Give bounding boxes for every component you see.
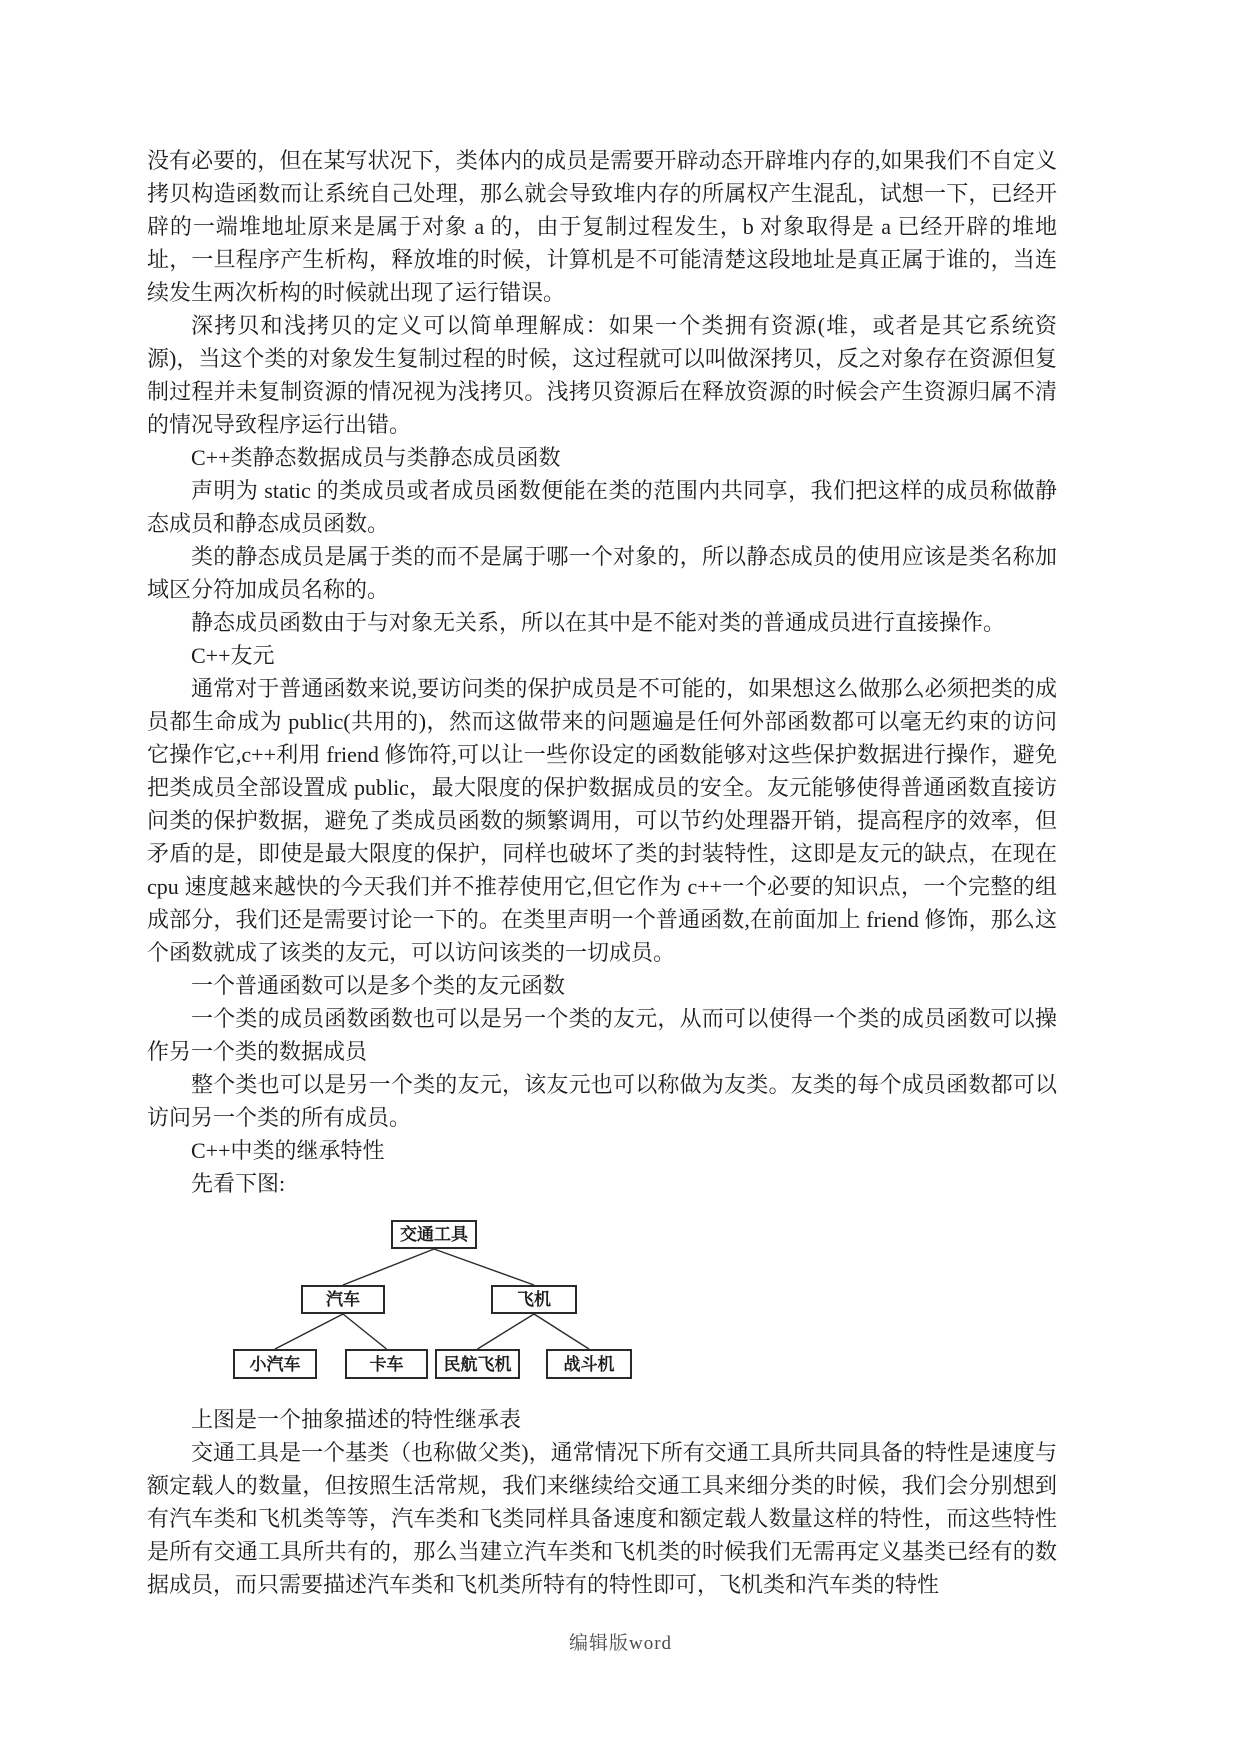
paragraph: 交通工具是一个基类（也称做父类)，通常情况下所有交通工具所共同具备的特性是速度与额定载人的数量，但按照生活常规，我们来继续给交通工具来细分类的时候，我们会分别想到有汽车类和飞机类等等，汽车类和飞类同样具备速度和额定载人数量这样的特性，而这些特性是所有交通工具所共有的，那么当建立汽车类和飞机类的时候我们无需再定义基类已经有的数据成员，而只需要描述汽车类和飞机类所特有的特性即可，飞机类和汽车类的特性 (147, 1440, 1057, 1597)
diagram-node-root: 交通工具 (391, 1220, 477, 1249)
paragraph: C++类静态数据成员与类静态成员函数 (191, 445, 561, 470)
paragraph: 先看下图: (191, 1171, 286, 1196)
diagram-node-plane: 飞机 (491, 1285, 577, 1314)
paragraph: 深拷贝和浅拷贝的定义可以简单理解成：如果一个类拥有资源(堆，或者是其它系统资源)，当这个类的对象发生复制过程的时候，这过程就可以叫做深拷贝，反之对象存在资源但复制过程并未复制资源的情况视为浅拷贝。浅拷贝资源后在释放资源的时候会产生资源归属不清的情况导致程序运行出错。 (147, 313, 1057, 437)
diagram-node-civil: 民航飞机 (435, 1349, 520, 1379)
paragraph: 通常对于普通函数来说,要访问类的保护成员是不可能的，如果想这么做那么必须把类的成员都生命成为 public(共用的)，然而这做带来的问题遍是任何外部函数都可以毫无约束的访问它操作它,c++利用 friend 修饰符,可以让一些你设定的函数能够对这些保护数据进行操作，避免把类成员全部设置成 public，最大限度的保护数据成员的安全。友元能够使得普通函数直接访问类的保护数据，避免了类成员函数的频繁调用，可以节约处理器开销，提高程序的效率，但矛盾的是，即使是最大限度的保护，同样也破坏了类的封装特性，这即是友元的缺点，在现在 cpu 速度越来越快的今天我们并不推荐使用它,但它作为 c++一个必要的知识点，一个完整的组成部分，我们还是需要讨论一下的。在类里声明一个普通函数,在前面加上 friend 修饰，那么这个函数就成了该类的友元，可以访问该类的一切成员。 (147, 676, 1057, 965)
inheritance-diagram (210, 1210, 650, 1385)
diagram-node-fighter: 战斗机 (546, 1349, 632, 1379)
paragraph: 静态成员函数由于与对象无关系，所以在其中是不能对类的普通成员进行直接操作。 (191, 610, 1006, 635)
page-footer (0, 1628, 1241, 1655)
paragraph: C++中类的继承特性 (191, 1138, 385, 1163)
paragraph: 没有必要的，但在某写状况下，类体内的成员是需要开辟动态开辟堆内存的,如果我们不自定义拷贝构造函数而让系统自己处理，那么就会导致堆内存的所属权产生混乱，试想一下，已经开辟的一端堆地址原来是属于对象 a 的，由于复制过程发生，b 对象取得是 a 已经开辟的堆地址，一旦程序产生析构，释放堆的时候，计算机是不可能清楚这段地址是真正属于谁的，当连续发生两次析构的时候就出现了运行错误。 (147, 148, 1057, 305)
paragraph: C++友元 (191, 643, 275, 668)
footer-text: 编辑版word (568, 1633, 673, 1654)
paragraph: 一个普通函数可以是多个类的友元函数 (191, 973, 566, 998)
paragraph: 声明为 static 的类成员或者成员函数便能在类的范围内共同享，我们把这样的成员称做静态成员和静态成员函数。 (147, 478, 1057, 536)
diagram-node-car: 汽车 (301, 1285, 385, 1314)
diagram-node-smallcar: 小汽车 (233, 1349, 317, 1379)
paragraph: 上图是一个抽象描述的特性继承表 (191, 1407, 522, 1432)
paragraph: 一个类的成员函数函数也可以是另一个类的友元，从而可以使得一个类的成员函数可以操作另一个类的数据成员 (147, 1006, 1057, 1064)
paragraph: 整个类也可以是另一个类的友元，该友元也可以称做为友类。友类的每个成员函数都可以访问另一个类的所有成员。 (147, 1072, 1057, 1130)
paragraph: 类的静态成员是属于类的而不是属于哪一个对象的，所以静态成员的使用应该是类名称加域区分符加成员名称的。 (147, 544, 1057, 602)
diagram-node-truck: 卡车 (345, 1349, 428, 1379)
document-body (147, 144, 1057, 1601)
